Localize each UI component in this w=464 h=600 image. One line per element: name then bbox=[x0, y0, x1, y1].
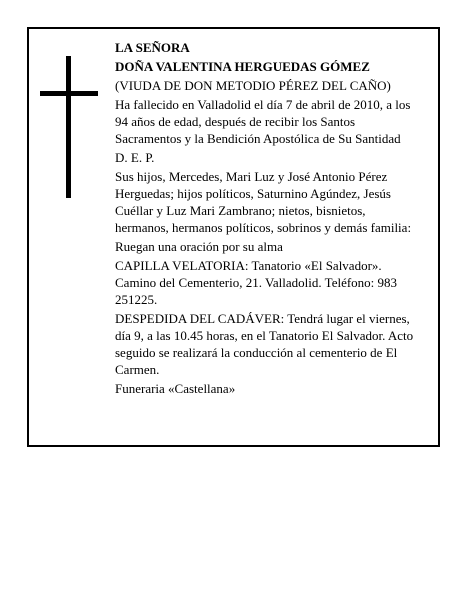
cross-vertical-bar bbox=[66, 56, 71, 198]
deceased-name: DOÑA VALENTINA HERGUEDAS GÓMEZ bbox=[115, 59, 370, 74]
farewell-info: DESPEDIDA DEL CADÁVER: Tendrá lugar el viernes, día 9, a las 10.45 horas, en el Tanatorio El Salvador. Acto seguido se realizará la conducción al cementerio de El Carmen. bbox=[115, 311, 414, 377]
family-list: Sus hijos, Mercedes, Mari Luz y José Antonio Pérez Herguedas; hijos políticos, Saturnino Agúndez, Jesús Cuéllar y Luz Mari Zambrano; nietos, bisnietos, hermanos, hermanos políticos, sobrinos y demás familia: bbox=[115, 169, 412, 235]
dep-line: D. E. P. bbox=[115, 150, 155, 165]
obituary-notice bbox=[27, 27, 440, 447]
cross-icon bbox=[40, 56, 98, 198]
notice-title: LA SEÑORA bbox=[115, 40, 190, 55]
cross-horizontal-bar bbox=[40, 91, 98, 96]
notice-text bbox=[115, 39, 415, 399]
widow-of: (VIUDA DE DON METODIO PÉREZ DEL CAÑO) bbox=[115, 78, 391, 93]
prayer-request: Ruegan una oración por su alma bbox=[115, 239, 283, 254]
death-announcement: Ha fallecido en Valladolid el día 7 de abril de 2010, a los 94 años de edad, después de recibir los Santos Sacramentos y la Bendición Apostólica de Su Santidad bbox=[115, 97, 411, 146]
chapel-info: CAPILLA VELATORIA: Tanatorio «El Salvador». Camino del Cementerio, 21. Valladolid. Teléfono: 983 251225. bbox=[115, 258, 398, 307]
funeral-home: Funeraria «Castellana» bbox=[115, 381, 236, 396]
